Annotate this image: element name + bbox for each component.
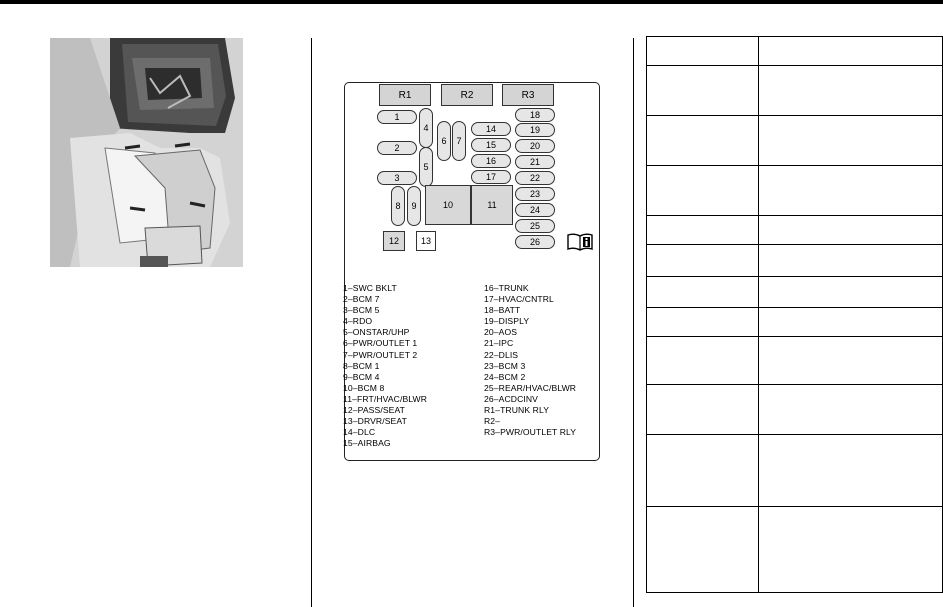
fuse-block-location-photo — [50, 38, 243, 267]
fuse-usage-table — [646, 36, 943, 593]
fuse-6: 6 — [437, 121, 451, 161]
page-top-rule — [0, 0, 943, 4]
fuse-23: 23 — [515, 187, 555, 201]
table-row — [647, 216, 943, 245]
fuse-17: 17 — [471, 170, 511, 184]
fuse-9: 9 — [407, 186, 421, 226]
table-row — [647, 166, 943, 216]
fuse-3: 3 — [377, 171, 417, 185]
legend-item: 7–PWR/OUTLET 2 — [343, 349, 418, 360]
legend-item: 19–DISPLY — [484, 316, 530, 327]
legend-item: 17–HVAC/CNTRL — [484, 294, 554, 305]
legend-item: 8–BCM 1 — [343, 360, 380, 371]
fuse-12: 12 — [383, 231, 405, 251]
owner-manual-icon — [567, 233, 593, 251]
fuse-14: 14 — [471, 122, 511, 136]
fuse-1: 1 — [377, 110, 417, 124]
table-row — [647, 37, 943, 66]
legend-item: 5–ONSTAR/UHP — [343, 327, 410, 338]
fuse-legend-left — [343, 283, 427, 449]
fuse-4: 4 — [419, 108, 433, 148]
fuse-11: 11 — [471, 185, 513, 225]
legend-item: 2–BCM 7 — [343, 294, 380, 305]
fuse-16: 16 — [471, 154, 511, 168]
table-row — [647, 116, 943, 166]
table-row — [647, 337, 943, 385]
relay-r3: R3 — [502, 84, 554, 106]
legend-item: 4–RDO — [343, 316, 373, 327]
legend-item: R2– — [484, 416, 501, 427]
fuse-10: 10 — [425, 185, 471, 225]
fuse-5: 5 — [419, 147, 433, 187]
legend-item: 3–BCM 5 — [343, 305, 380, 316]
table-row — [647, 308, 943, 337]
legend-item: 1–SWC BKLT — [343, 283, 397, 293]
legend-item: 24–BCM 2 — [484, 371, 526, 382]
legend-item: 23–BCM 3 — [484, 360, 526, 371]
table-row — [647, 277, 943, 308]
relay-r1: R1 — [379, 84, 431, 106]
legend-item: 9–BCM 4 — [343, 371, 380, 382]
fuse-25: 25 — [515, 219, 555, 233]
relay-r2: R2 — [441, 84, 493, 106]
column-divider-right — [633, 38, 634, 607]
legend-item: 25–REAR/HVAC/BLWR — [484, 382, 577, 393]
fuse-24: 24 — [515, 203, 555, 217]
fuse-20: 20 — [515, 139, 555, 153]
legend-item: 10–BCM 8 — [343, 382, 385, 393]
legend-item: 26–ACDCINV — [484, 393, 539, 404]
legend-item: R1–TRUNK RLY — [484, 405, 550, 416]
fuse-13: 13 — [416, 231, 436, 251]
legend-item: R3–PWR/OUTLET RLY — [484, 427, 577, 438]
legend-item: 15–AIRBAG — [343, 438, 391, 449]
table-row — [647, 507, 943, 593]
legend-item: 14–DLC — [343, 427, 376, 438]
legend-item: 18–BATT — [484, 305, 521, 316]
legend-item: 20–AOS — [484, 327, 518, 338]
legend-item: 21–IPC — [484, 338, 514, 349]
table-row — [647, 385, 943, 435]
legend-item: 6–PWR/OUTLET 1 — [343, 338, 418, 349]
column-divider-left — [311, 38, 312, 607]
fuse-15: 15 — [471, 138, 511, 152]
fuse-legend-right — [484, 283, 576, 438]
fuse-21: 21 — [515, 155, 555, 169]
fuse-7: 7 — [452, 121, 466, 161]
fuse-8: 8 — [391, 186, 405, 226]
legend-item: 13–DRVR/SEAT — [343, 416, 407, 427]
fuse-block-diagram — [344, 82, 600, 461]
fuse-22: 22 — [515, 171, 555, 185]
legend-item: 16–TRUNK — [484, 283, 529, 293]
fuse-2: 2 — [377, 141, 417, 155]
fuse-18: 18 — [515, 108, 555, 122]
fuse-26: 26 — [515, 235, 555, 249]
legend-item: 22–DLIS — [484, 349, 519, 360]
table-row — [647, 66, 943, 116]
legend-item: 11–FRT/HVAC/BLWR — [343, 393, 428, 404]
table-row — [647, 245, 943, 277]
table-row — [647, 435, 943, 507]
fuse-19: 19 — [515, 123, 555, 137]
legend-item: 12–PASS/SEAT — [343, 405, 406, 416]
